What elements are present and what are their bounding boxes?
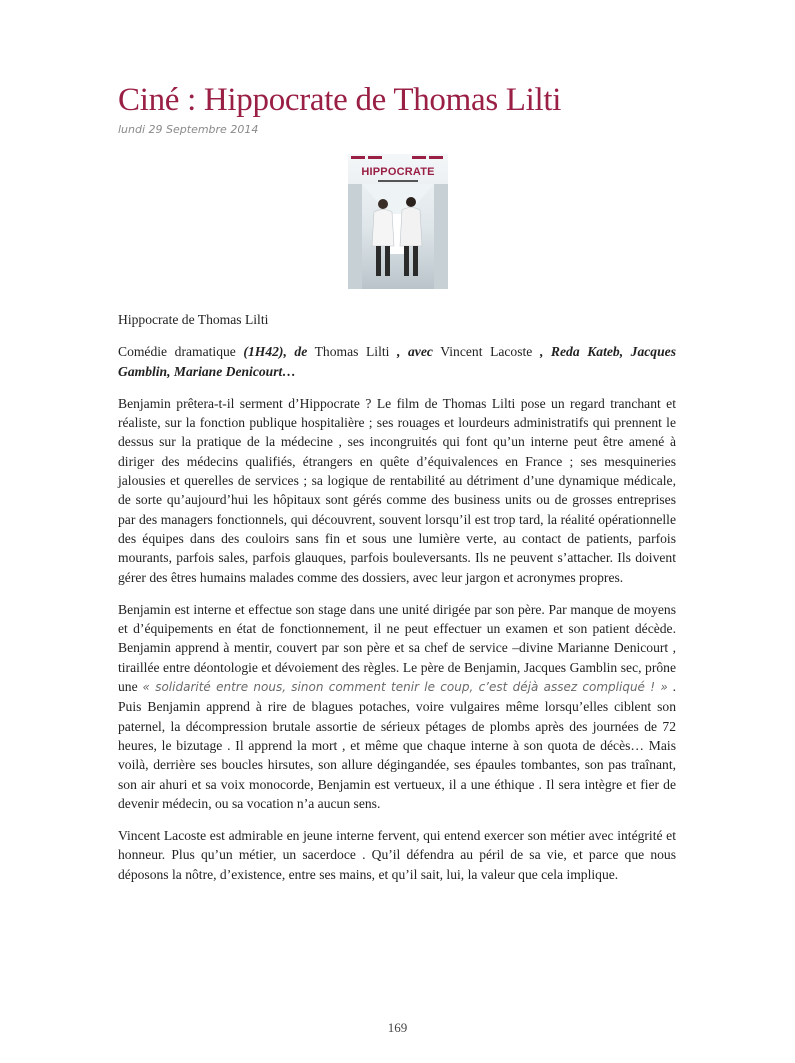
paragraph-3: Vincent Lacoste est admirable en jeune interne fervent, qui entend exercer son métier avec intégrité et honneur. Plus qu’un métier, un sacerdoce . Qu’il défendra au péril de sa vie, et parce que nous déposons la nôtre, d’existence, entre ses mains, et qu’il sait, lui, la valeur que cela implique. <box>118 828 676 882</box>
credits-actor: Vincent Lacoste <box>432 344 540 360</box>
article-title: Ciné : Hippocrate de Thomas Lilti <box>118 82 562 118</box>
article-date: lundi 29 Septembre 2014 <box>118 123 259 136</box>
article-body <box>118 310 676 897</box>
paragraph-2 <box>118 600 676 813</box>
heading-line: Hippocrate de Thomas Lilti <box>118 312 269 327</box>
movie-poster-image <box>348 154 448 289</box>
credits-avec: , avec <box>397 344 433 360</box>
credits-rest: , Reda Kateb, Jacques Gamblin, Mariane Denicourt… <box>118 344 676 379</box>
paragraph-2-quote: « solidarité entre nous, sinon comment tenir le coup, c’est déjà assez compliqué ! » <box>142 680 668 695</box>
paragraph-1: Benjamin prêtera-t-il serment d’Hippocrate ? Le film de Thomas Lilti pose un regard tranchant et réaliste, sur la fonction publique hospitalière ; ses rouages et lourdeurs administratifs qui prennent le dessus sur la pratique de la médecine , ses incongruités qui font qu’un interne peut être amené à diriger des médecins qualifiés, étrangers en quête d’équivalences en France ; ses mesquineries jalousies et querelles de services ; sa logique de rentabilité au détriment d’une dynamique médicale, de sorte qu’aujourd’hui les hôpitaux sont gérés comme des business units ou de grosses entreprises par des managers fonctionnels, qui découvrent, souvent lorsqu’il est trop tard, la réalité opérationnelle des équipes dans des couloirs sans fin et sous une lumière verte, au contact de patients, parfois mourants, parfois sales, parfois glauques, parfois bouleversants. Ils ne peuvent s’attacher. Ils doivent gérer des êtres humains malades comme des dossiers, avec leur jargon et acronymes propres. <box>118 395 676 585</box>
credits-director: Thomas Lilti <box>307 344 398 360</box>
credits-genre: Comédie dramatique <box>118 344 244 360</box>
paragraph-2-start: Benjamin est interne et effectue son stage dans une unité dirigée par son père. Par manque de moyens et d’équipements en état de fonctionnement, il ne peut effectuer un examen et son patient décède. Benjamin apprend à mentir, couvert par son père et sa chef de service –divine Marianne Denicourt , tiraillée entre déontologie et dévoiement des règles. Le père de Benjamin, Jacques Gamblin sec, prône une <box>118 601 676 695</box>
credits-duration: (1H42), de <box>243 344 308 360</box>
page-number: 169 <box>387 1020 408 1035</box>
poster-title: HIPPOCRATE <box>361 166 435 178</box>
paragraph-2-end: . Puis Benjamin apprend à rire de blagues potaches, voire vulgaires même lorsqu’elles ciblent son paternel, la décompression brutale assortie de sérieux pétages de plombs après des journées de 72 heures, le bizutage . Il apprend la mort , et même que chaque interne à son quota de décès… Mais voilà, derrière ses boucles hirsutes, son allure dégingandée, ses épaules tombantes, son pas traînant, son air ahuri et sa voix monocorde, Benjamin est vertueux, il a une éthique . Il sera intègre et fier de devenir médecin, ou sa vocation n’a aucun sens. <box>118 679 677 811</box>
credits-line <box>118 342 676 381</box>
